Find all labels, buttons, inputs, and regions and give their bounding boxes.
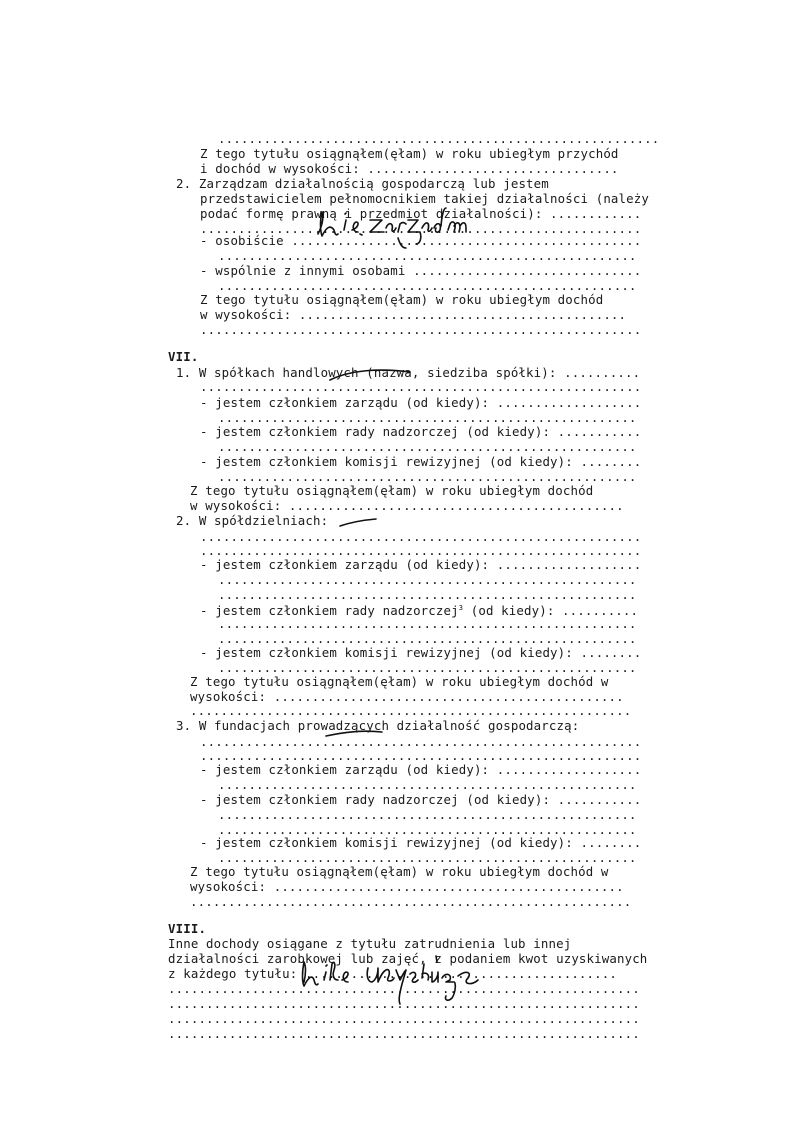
income-statement-line: w wysokości: ........................................... <box>200 307 627 322</box>
income-statement-line: Z tego tytułu osiągnąłem(ęłam) w roku ubiegłym dochód <box>190 483 594 498</box>
item-2-heading: 2. Zarządzam działalnością gospodarczą lub jestem <box>176 176 549 191</box>
dotted-line: .............................................................. <box>168 996 640 1011</box>
section-heading-vii: VII. <box>168 349 199 364</box>
line-text: (od kiedy): .......... <box>463 603 639 619</box>
dotted-line: ....................................................... <box>218 807 637 822</box>
dotted-line: ....................................................... <box>218 822 637 837</box>
member-board-line: - jestem członkiem zarządu (od kiedy): ................... <box>200 762 642 777</box>
dotted-line: .......................................................... <box>218 131 660 146</box>
member-board-line: - jestem członkiem zarządu (od kiedy): ................... <box>200 557 642 572</box>
option-osobiscie: - osobiście .............................................. <box>200 233 642 248</box>
line-text: - jestem członkiem rady nadzorczej <box>200 603 459 619</box>
member-supervisory-line: - jestem członkiem rady nadzorczej (od kiedy): ........... <box>200 792 642 807</box>
item-2-text: przedstawicielem pełnomocnikiem takiej działalności (należy <box>200 191 649 206</box>
item-1-heading: 1. W spółkach handlowych (nazwa, siedziba spółki): .......... <box>176 365 641 380</box>
income-statement-line: Z tego tytułu osiągnąłem(ęłam) w roku ubiegłym dochód w <box>190 864 609 879</box>
dotted-line: .............................................................. <box>168 1026 640 1041</box>
income-statement-line: w wysokości: ............................................ <box>190 498 624 513</box>
dotted-line: ....................................................... <box>218 631 637 646</box>
income-statement-line: i dochód w wysokości: ................................. <box>200 161 619 176</box>
income-statement-line: Z tego tytułu osiągnąłem(ęłam) w roku ubiegłym dochód w <box>190 674 609 689</box>
dotted-line: .............................................................. <box>168 981 640 996</box>
dotted-line: ....................................................... <box>218 469 637 484</box>
dotted-line: ....................................................... <box>218 572 637 587</box>
dotted-line: .......................................................... <box>200 748 642 763</box>
dotted-line: ....................................................... <box>218 850 637 865</box>
dotted-line: ....................................................... <box>218 439 637 454</box>
income-statement-line: Z tego tytułu osiągnąłem(ęłam) w roku ubiegłym dochód <box>200 292 604 307</box>
footnote-marker: 3 <box>458 604 464 612</box>
dotted-line: .......................................................... <box>200 529 642 544</box>
dotted-line: ....................................................... <box>218 410 637 425</box>
dotted-line: ....................................................... <box>218 278 637 293</box>
dotted-line: ....................................................... <box>218 660 637 675</box>
item-3-heading: 3. W fundacjach prowadzących działalność gospodarczą: <box>176 718 580 733</box>
dotted-line: ....................................................... <box>218 248 637 263</box>
dotted-line: .............................................................. <box>168 1011 640 1026</box>
dotted-line: .......................................................... <box>200 379 642 394</box>
section-heading-viii: VIII. <box>168 921 207 936</box>
income-statement-line: wysokości: .............................................. <box>190 689 624 704</box>
section-8-text: Inne dochody osiągane z tytułu zatrudnienia lub innej <box>168 936 572 951</box>
dotted-line: ....................................................... <box>218 587 637 602</box>
dotted-line: .......................................................... <box>190 703 632 718</box>
dotted-line: .......................................................... <box>200 221 642 236</box>
dotted-line: .......................................................... <box>200 322 642 337</box>
dotted-line: .......................................................... <box>200 543 642 558</box>
option-wspolnie: - wspólnie z innymi osobami .............................. <box>200 263 642 278</box>
member-audit-line: - jestem członkiem komisji rewizyjnej (od kiedy): ........ <box>200 645 642 660</box>
income-statement-line: Z tego tytułu osiągnąłem(ęłam) w roku ubiegłym przychód <box>200 146 619 161</box>
dotted-line: ....................................................... <box>218 616 637 631</box>
member-audit-line: - jestem członkiem komisji rewizyjnej (od kiedy): ........ <box>200 454 642 469</box>
member-audit-line: - jestem członkiem komisji rewizyjnej (od kiedy): ........ <box>200 835 642 850</box>
member-board-line: - jestem członkiem zarządu (od kiedy): ................... <box>200 395 642 410</box>
dotted-line: .......................................................... <box>190 894 632 909</box>
item-2-text: podać formę prawną i przedmiot działalności): ............ <box>200 206 642 221</box>
member-supervisory-line: - jestem członkiem rady nadzorczej (od kiedy): ........... <box>200 424 642 439</box>
section-8-text: z każdego tytułu: ......................................... <box>168 966 617 981</box>
section-8-text: działalności zarobkowej lub zajęć, z podaniem kwot uzyskiwanych <box>168 951 648 966</box>
dotted-line: .......................................................... <box>200 734 642 749</box>
income-statement-line: wysokości: .............................................. <box>190 879 624 894</box>
dotted-line: ....................................................... <box>218 777 637 792</box>
item-2-heading: 2. W spółdzielniach: <box>176 513 329 528</box>
